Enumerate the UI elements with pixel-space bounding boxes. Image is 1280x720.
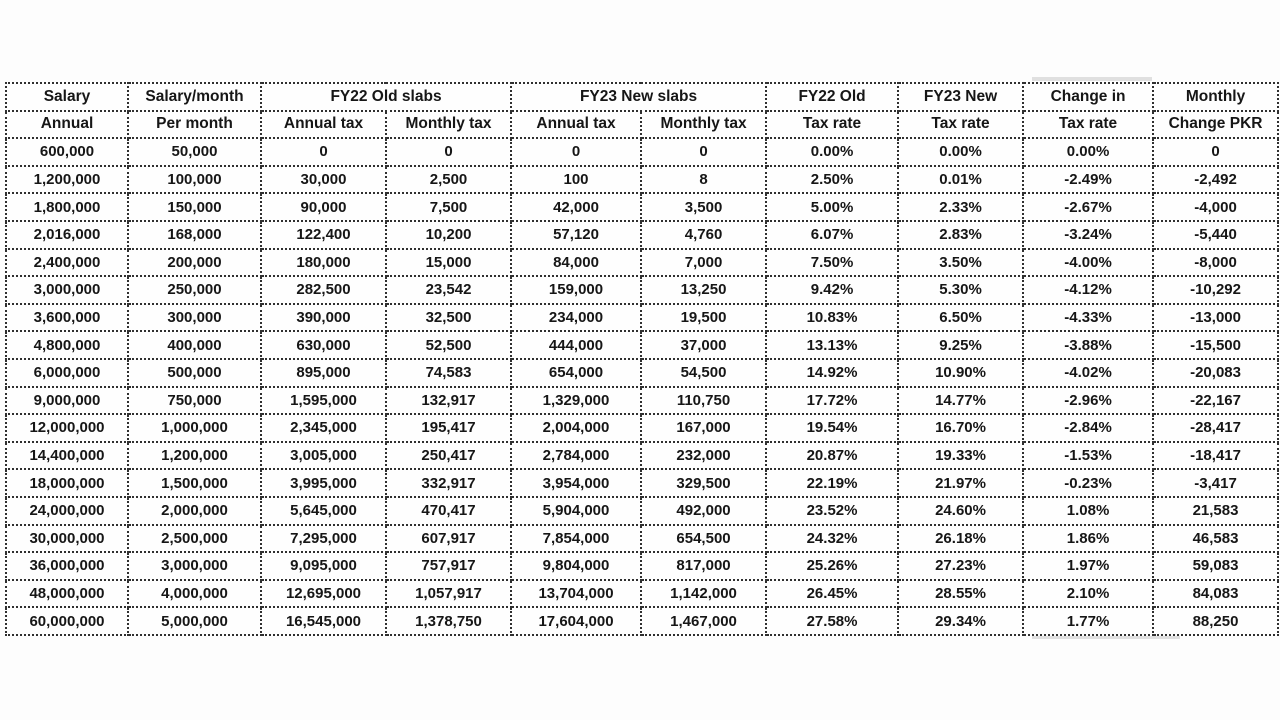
table-cell: 10.90% [898,359,1023,387]
table-cell: 3,005,000 [261,442,386,470]
table-cell: 0 [261,138,386,166]
table-cell: 2,016,000 [6,221,128,249]
table-cell: 42,000 [511,193,641,221]
table-cell: 232,000 [641,442,766,470]
table-cell: 400,000 [128,331,261,359]
table-row [6,414,1278,442]
table-cell: -2.49% [1023,166,1153,194]
table-cell: 2,500,000 [128,525,261,553]
table-cell: 7,854,000 [511,525,641,553]
table-cell: 2,400,000 [6,249,128,277]
table-cell: 2.50% [766,166,898,194]
table-row [6,166,1278,194]
table-cell: 21.97% [898,469,1023,497]
table-cell: 29.34% [898,607,1023,635]
table-cell: 100 [511,166,641,194]
table-cell: 90,000 [261,193,386,221]
table-row [6,607,1278,635]
table-cell: 6,000,000 [6,359,128,387]
table-cell: 5.30% [898,276,1023,304]
table-cell: 14,400,000 [6,442,128,470]
table-cell: -18,417 [1153,442,1278,470]
table-row [6,497,1278,525]
table-cell: -4.02% [1023,359,1153,387]
table-cell: 24,000,000 [6,497,128,525]
table-cell: 5.00% [766,193,898,221]
table-cell: 13,704,000 [511,580,641,608]
table-cell: 7,000 [641,249,766,277]
table-cell: -1.53% [1023,442,1153,470]
table-cell: 30,000 [261,166,386,194]
table-cell: 654,000 [511,359,641,387]
table-header [6,83,1278,138]
table-cell: 757,917 [386,552,511,580]
table-cell: 500,000 [128,359,261,387]
table-cell: -10,292 [1153,276,1278,304]
table-cell: 1,595,000 [261,387,386,415]
table-cell: 4,800,000 [6,331,128,359]
table-cell: 24.32% [766,525,898,553]
table-cell: 30,000,000 [6,525,128,553]
table-row [6,469,1278,497]
table-cell: 6.50% [898,304,1023,332]
table-cell: -3.88% [1023,331,1153,359]
table-cell: -4.12% [1023,276,1153,304]
header-cell-monthly: Monthly [1153,83,1278,111]
table-cell: 4,000,000 [128,580,261,608]
table-cell: 19.33% [898,442,1023,470]
table-cell: 84,083 [1153,580,1278,608]
table-cell: 2.33% [898,193,1023,221]
table-cell: 600,000 [6,138,128,166]
table-cell: 167,000 [641,414,766,442]
table-cell: 470,417 [386,497,511,525]
table-cell: 1,800,000 [6,193,128,221]
table-cell: 132,917 [386,387,511,415]
table-cell: 1.08% [1023,497,1153,525]
table-cell: 9,095,000 [261,552,386,580]
table-cell: 200,000 [128,249,261,277]
table-cell: 1,467,000 [641,607,766,635]
table-cell: 0.00% [766,138,898,166]
table-cell: 1,057,917 [386,580,511,608]
table-cell: 100,000 [128,166,261,194]
table-cell: 0.00% [1023,138,1153,166]
table-cell: 54,500 [641,359,766,387]
table-row [6,276,1278,304]
header-cell-salary-month: Salary/month [128,83,261,111]
table-cell: 22.19% [766,469,898,497]
table-cell: 3,600,000 [6,304,128,332]
table-cell: 1.86% [1023,525,1153,553]
table-cell: 84,000 [511,249,641,277]
table-cell: 1,142,000 [641,580,766,608]
tax-comparison-table [5,82,1279,636]
table-row [6,359,1278,387]
table-cell: 2,784,000 [511,442,641,470]
table-cell: 1.77% [1023,607,1153,635]
table-cell: 607,917 [386,525,511,553]
table-cell: 14.77% [898,387,1023,415]
table-cell: 24.60% [898,497,1023,525]
table-cell: 168,000 [128,221,261,249]
table-cell: -28,417 [1153,414,1278,442]
table-cell: 60,000,000 [6,607,128,635]
table-cell: 4,760 [641,221,766,249]
table-cell: 5,904,000 [511,497,641,525]
table-cell: -4.33% [1023,304,1153,332]
table-cell: -8,000 [1153,249,1278,277]
table-cell: 3,000,000 [128,552,261,580]
table-cell: 1,329,000 [511,387,641,415]
table-cell: 750,000 [128,387,261,415]
table-cell: -3,417 [1153,469,1278,497]
table-cell: 26.18% [898,525,1023,553]
table-cell: 9.42% [766,276,898,304]
table-cell: 9.25% [898,331,1023,359]
table-cell: 59,083 [1153,552,1278,580]
table-cell: 15,000 [386,249,511,277]
table-cell: 3,000,000 [6,276,128,304]
table-cell: 0 [511,138,641,166]
table-cell: 28.55% [898,580,1023,608]
table-cell: 250,000 [128,276,261,304]
header-cell-fy23-new-slabs: FY23 New slabs [511,83,766,111]
table-cell: -20,083 [1153,359,1278,387]
subheader-change-tax-rate: Tax rate [1023,111,1153,139]
table-cell: 16,545,000 [261,607,386,635]
table-cell: 195,417 [386,414,511,442]
table-cell: 46,583 [1153,525,1278,553]
table-cell: 630,000 [261,331,386,359]
table-cell: 8 [641,166,766,194]
table-cell: 37,000 [641,331,766,359]
table-cell: 14.92% [766,359,898,387]
table-cell: 26.45% [766,580,898,608]
table-cell: 0.01% [898,166,1023,194]
table-cell: -2.67% [1023,193,1153,221]
table-cell: 1,200,000 [6,166,128,194]
table-cell: 1,378,750 [386,607,511,635]
table-cell: -15,500 [1153,331,1278,359]
table-cell: 180,000 [261,249,386,277]
table-cell: 7.50% [766,249,898,277]
table-row [6,221,1278,249]
table-cell: 1,500,000 [128,469,261,497]
table-cell: 2,004,000 [511,414,641,442]
table-cell: 234,000 [511,304,641,332]
table-cell: -2.84% [1023,414,1153,442]
header-cell-fy22-old-slabs: FY22 Old slabs [261,83,511,111]
table-cell: 300,000 [128,304,261,332]
table-cell: 7,295,000 [261,525,386,553]
table-cell: 150,000 [128,193,261,221]
subheader-fy22-monthly-tax: Monthly tax [386,111,511,139]
table-cell: 0.00% [898,138,1023,166]
table-cell: 5,000,000 [128,607,261,635]
table-cell: 13.13% [766,331,898,359]
table-cell: 2.83% [898,221,1023,249]
table-row [6,442,1278,470]
table-cell: -4,000 [1153,193,1278,221]
table-cell: -13,000 [1153,304,1278,332]
table-row [6,138,1278,166]
table-cell: 52,500 [386,331,511,359]
table-cell: 2.10% [1023,580,1153,608]
subheader-fy22-annual-tax: Annual tax [261,111,386,139]
table-body [6,138,1278,635]
table-cell: -2.96% [1023,387,1153,415]
table-cell: 17,604,000 [511,607,641,635]
table-cell: 6.07% [766,221,898,249]
table-cell: 817,000 [641,552,766,580]
subheader-per-month: Per month [128,111,261,139]
table-cell: 1,000,000 [128,414,261,442]
table-cell: 110,750 [641,387,766,415]
scan-artifact-top [1032,77,1152,81]
table-cell: 7,500 [386,193,511,221]
table-cell: 18,000,000 [6,469,128,497]
table-cell: 2,500 [386,166,511,194]
table-cell: 12,000,000 [6,414,128,442]
table-cell: 1,200,000 [128,442,261,470]
table-cell: 10,200 [386,221,511,249]
table-cell: 36,000,000 [6,552,128,580]
table-cell: 895,000 [261,359,386,387]
table-cell: 20.87% [766,442,898,470]
table-cell: 444,000 [511,331,641,359]
table-cell: 32,500 [386,304,511,332]
table-cell: 25.26% [766,552,898,580]
subheader-annual: Annual [6,111,128,139]
table-row [6,387,1278,415]
subheader-fy22-tax-rate: Tax rate [766,111,898,139]
table-row [6,304,1278,332]
header-cell-fy22-old: FY22 Old [766,83,898,111]
table-cell: 5,645,000 [261,497,386,525]
table-cell: 282,500 [261,276,386,304]
table-row [6,249,1278,277]
table-cell: 159,000 [511,276,641,304]
table-cell: -4.00% [1023,249,1153,277]
table-row [6,193,1278,221]
header-sub-row [6,111,1278,139]
table-cell: -22,167 [1153,387,1278,415]
table-row [6,331,1278,359]
table-cell: -0.23% [1023,469,1153,497]
table-cell: 23,542 [386,276,511,304]
table-cell: 2,000,000 [128,497,261,525]
table-cell: 122,400 [261,221,386,249]
table-cell: -5,440 [1153,221,1278,249]
table-cell: 88,250 [1153,607,1278,635]
table-row [6,580,1278,608]
table-cell: 12,695,000 [261,580,386,608]
table-cell: 332,917 [386,469,511,497]
table-cell: 0 [386,138,511,166]
table-cell: 654,500 [641,525,766,553]
subheader-fy23-annual-tax: Annual tax [511,111,641,139]
table-cell: 3,995,000 [261,469,386,497]
table-cell: 9,804,000 [511,552,641,580]
table-cell: 390,000 [261,304,386,332]
header-cell-fy23-new: FY23 New [898,83,1023,111]
table-cell: 10.83% [766,304,898,332]
table-cell: 0 [1153,138,1278,166]
table-row [6,552,1278,580]
table-cell: 13,250 [641,276,766,304]
table-cell: -2,492 [1153,166,1278,194]
table-cell: 17.72% [766,387,898,415]
table-cell: 57,120 [511,221,641,249]
table-cell: 50,000 [128,138,261,166]
table-cell: 21,583 [1153,497,1278,525]
table-cell: 48,000,000 [6,580,128,608]
table-cell: 27.58% [766,607,898,635]
table-cell: 250,417 [386,442,511,470]
table-cell: 16.70% [898,414,1023,442]
table-row [6,525,1278,553]
subheader-fy23-tax-rate: Tax rate [898,111,1023,139]
subheader-change-pkr: Change PKR [1153,111,1278,139]
header-cell-salary: Salary [6,83,128,111]
table-cell: 23.52% [766,497,898,525]
header-cell-change-in: Change in [1023,83,1153,111]
subheader-fy23-monthly-tax: Monthly tax [641,111,766,139]
table-cell: 74,583 [386,359,511,387]
table-cell: 19,500 [641,304,766,332]
table-cell: 3,954,000 [511,469,641,497]
table-cell: 492,000 [641,497,766,525]
table-cell: 3,500 [641,193,766,221]
table-cell: 2,345,000 [261,414,386,442]
table-cell: -3.24% [1023,221,1153,249]
table-cell: 27.23% [898,552,1023,580]
table-cell: 0 [641,138,766,166]
table-cell: 9,000,000 [6,387,128,415]
table-cell: 329,500 [641,469,766,497]
table-cell: 19.54% [766,414,898,442]
table-cell: 1.97% [1023,552,1153,580]
header-group-row [6,83,1278,111]
table-cell: 3.50% [898,249,1023,277]
